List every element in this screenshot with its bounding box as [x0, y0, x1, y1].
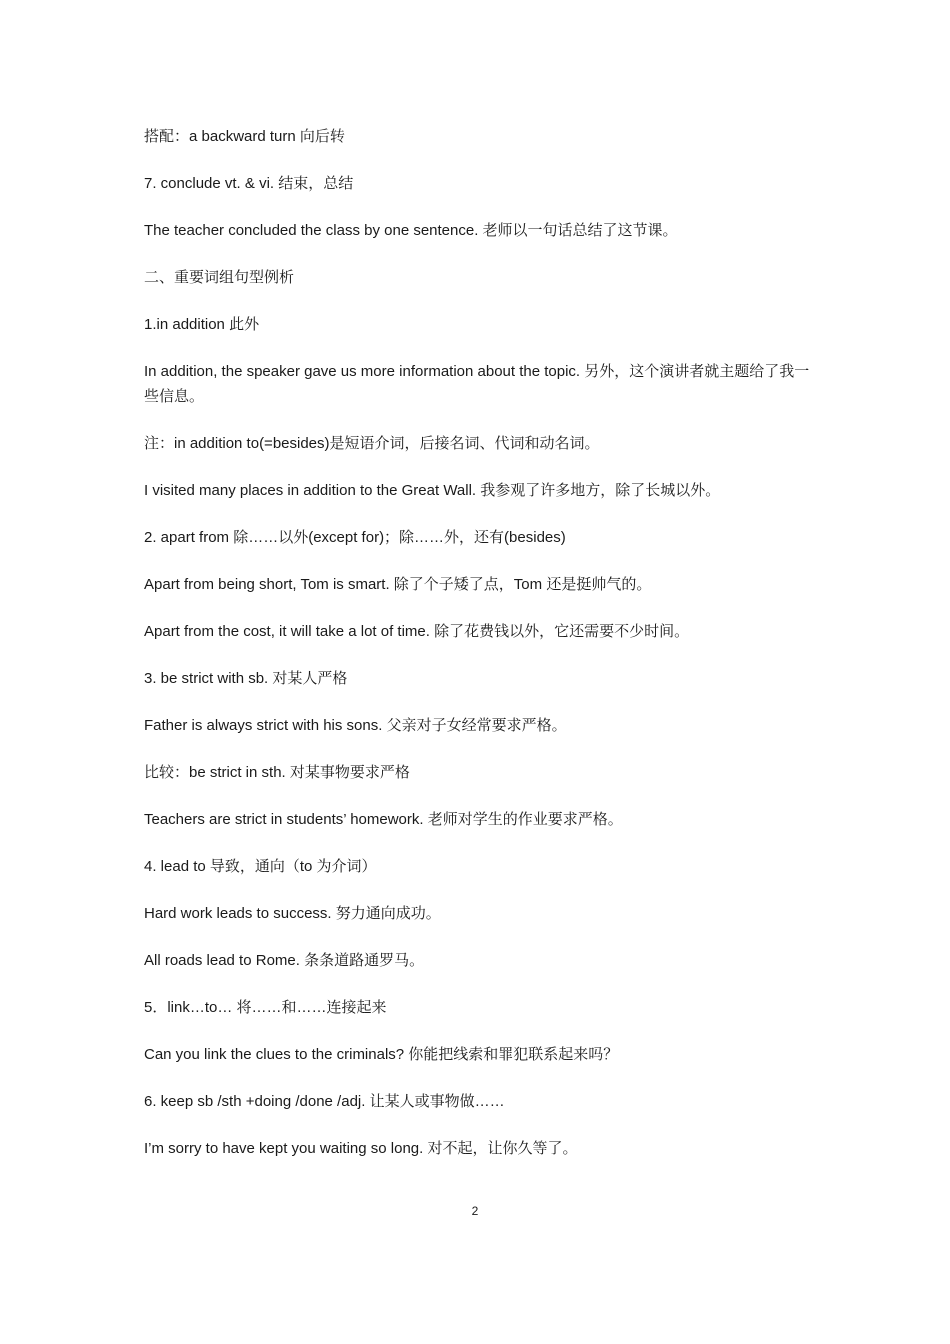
section-heading: 二、重要词组句型例析: [144, 269, 295, 286]
phrase-heading-be-strict-with: 3. be strict with sb. 对某人严格: [144, 670, 348, 687]
note-line: 注：in addition to(=besides)是短语介词，后接名词、代词和动名词。: [144, 435, 600, 452]
example-sentence: The teacher concluded the class by one sentence. 老师以一句话总结了这节课。: [144, 222, 678, 239]
example-sentence: I’m sorry to have kept you waiting so long. 对不起，让你久等了。: [144, 1140, 578, 1157]
example-sentence: Apart from being short, Tom is smart. 除了个子矮了点，Tom 还是挺帅气的。: [144, 576, 652, 593]
collocation-line: 搭配：a backward turn 向后转: [144, 128, 345, 145]
example-sentence: Father is always strict with his sons. 父亲对子女经常要求严格。: [144, 717, 567, 734]
phrase-heading-apart-from: 2. apart from 除……以外(except for)；除……外，还有(besides): [144, 529, 566, 546]
example-sentence: I visited many places in addition to the Great Wall. 我参观了许多地方，除了长城以外。: [144, 482, 721, 499]
example-sentence: All roads lead to Rome. 条条道路通罗马。: [144, 952, 425, 969]
example-sentence: In addition, the speaker gave us more information about the topic. 另外，这个演讲者就主题给了我一些信息。: [144, 363, 810, 405]
page-number: 2: [471, 1204, 479, 1218]
phrase-heading-link-to: 5．link…to… 将……和……连接起来: [144, 999, 387, 1016]
comparison-line: 比较：be strict in sth. 对某事物要求严格: [144, 764, 410, 781]
example-sentence: Teachers are strict in students’ homework. 老师对学生的作业要求严格。: [144, 811, 623, 828]
example-sentence: Hard work leads to success. 努力通向成功。: [144, 905, 441, 922]
example-sentence: Can you link the clues to the criminals? 你能把线索和罪犯联系起来吗？: [144, 1046, 619, 1063]
phrase-heading-lead-to: 4. lead to 导致，通向（to 为介词）: [144, 858, 377, 875]
phrase-heading-keep: 6. keep sb /sth +doing /done /adj. 让某人或事物做……: [144, 1093, 505, 1110]
document-body: [144, 124, 814, 1183]
phrase-heading-in-addition: 1.in addition 此外: [144, 316, 260, 333]
vocab-heading-conclude: 7. conclude vt. & vi. 结束，总结: [144, 175, 354, 192]
example-sentence: Apart from the cost, it will take a lot of time. 除了花费钱以外，它还需要不少时间。: [144, 623, 690, 640]
